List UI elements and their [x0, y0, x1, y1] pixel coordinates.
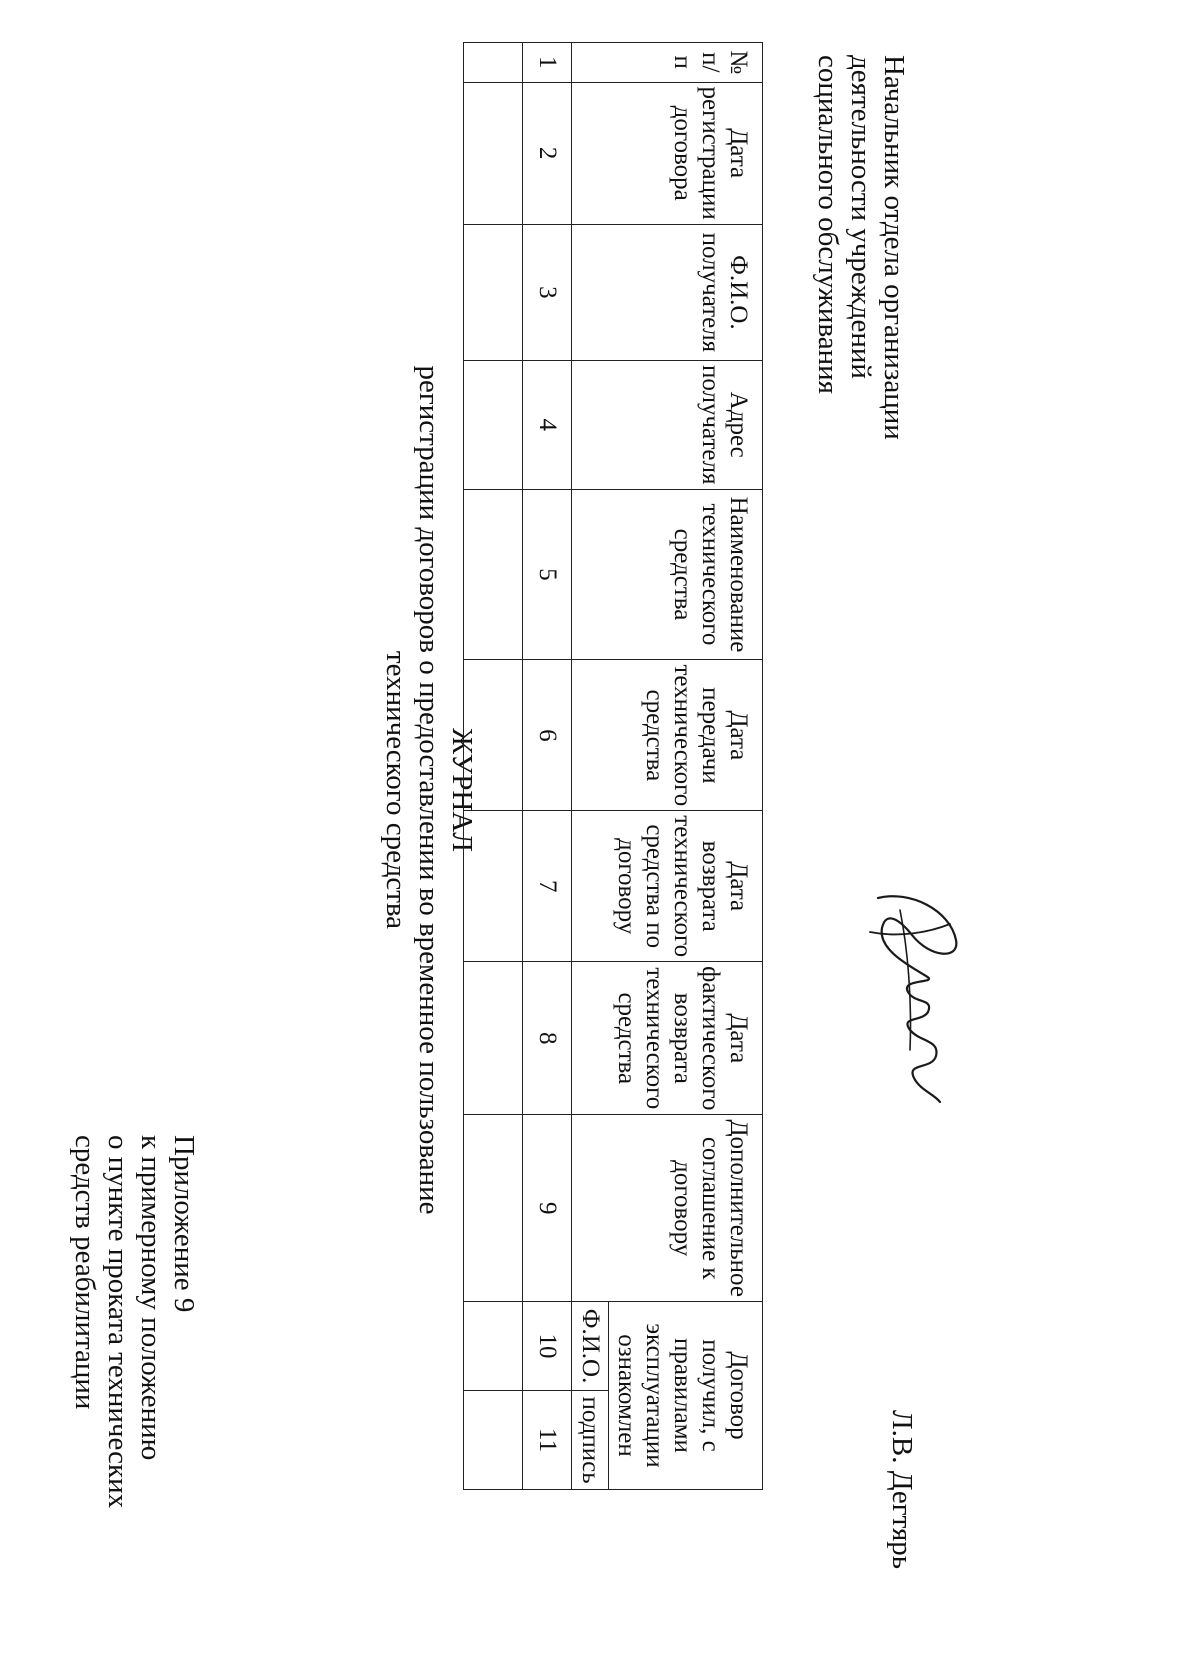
- table-cell: [464, 811, 523, 962]
- col-header-contract-received: Договор получил, с правилами эксплуатации ознакомлен: [609, 1301, 763, 1489]
- table-cell: [464, 82, 523, 224]
- table-cell: [464, 360, 523, 489]
- table-row-column-numbers: [523, 43, 572, 1490]
- column-number: 6: [523, 660, 572, 811]
- table-row-empty: [464, 43, 523, 1490]
- journal-subtitle: регистрации договоров о предоставлении во временное пользование: [413, 365, 445, 1215]
- handwritten-signature: [860, 880, 970, 1110]
- table-header-row: [609, 43, 763, 1490]
- col-header-handover-date: Дата передачи технического средства: [572, 660, 763, 811]
- signer-position-line: Начальник отдела организации: [878, 55, 910, 440]
- table-cell: [464, 660, 523, 811]
- col-header-registration-date: Дата регистрации договора: [572, 82, 763, 224]
- column-number: 2: [523, 82, 572, 224]
- signer-name: Л.В. Дегтярь: [886, 1410, 918, 1570]
- col-subheader-signature: подпись: [572, 1391, 609, 1490]
- table-cell: [464, 224, 523, 360]
- col-subheader-full-name: Ф.И.О.: [572, 1301, 609, 1390]
- col-header-recipient-address: Адрес получателя: [572, 360, 763, 489]
- col-header-recipient-name: Ф.И.О. получателя: [572, 224, 763, 360]
- appendix-line: к примерному положению: [135, 1135, 167, 1461]
- signer-position-line: деятельности учреждений: [845, 55, 877, 379]
- table-cell: [464, 43, 523, 83]
- table-cell: [464, 1115, 523, 1302]
- journal-heading: ЖУРНАЛ: [446, 728, 478, 852]
- journal-subtitle-continued: технического средства: [380, 650, 412, 930]
- col-header-additional-agreement: Дополнительное соглашение к договору: [572, 1115, 763, 1302]
- signer-position-line: социального обслуживания: [812, 55, 844, 395]
- column-number: 8: [523, 962, 572, 1115]
- column-number: 1: [523, 43, 572, 83]
- column-number: 10: [523, 1301, 572, 1390]
- column-number: 7: [523, 811, 572, 962]
- column-number: 4: [523, 360, 572, 489]
- appendix-line: Приложение 9: [168, 1135, 200, 1313]
- column-number: 11: [523, 1391, 572, 1490]
- col-header-device-name: Наименование технического средства: [572, 489, 763, 660]
- col-header-number: № п/п: [572, 43, 763, 83]
- column-number: 3: [523, 224, 572, 360]
- appendix-reference: [68, 1135, 200, 1595]
- appendix-line: средств реабилитации: [69, 1135, 101, 1410]
- column-number: 9: [523, 1115, 572, 1302]
- signer-position: [811, 55, 910, 440]
- table-cell: [464, 489, 523, 660]
- col-header-actual-return-date: Дата фактического возврата технического средства: [572, 962, 763, 1115]
- column-number: 5: [523, 489, 572, 660]
- journal-table: [463, 42, 763, 1490]
- table-cell: [464, 1301, 523, 1390]
- table-cell: [464, 1391, 523, 1490]
- table-cell: [464, 962, 523, 1115]
- col-header-contract-return-date: Дата возврата технического средства по договору: [572, 811, 763, 962]
- appendix-line: о пункте проката технических: [102, 1135, 134, 1509]
